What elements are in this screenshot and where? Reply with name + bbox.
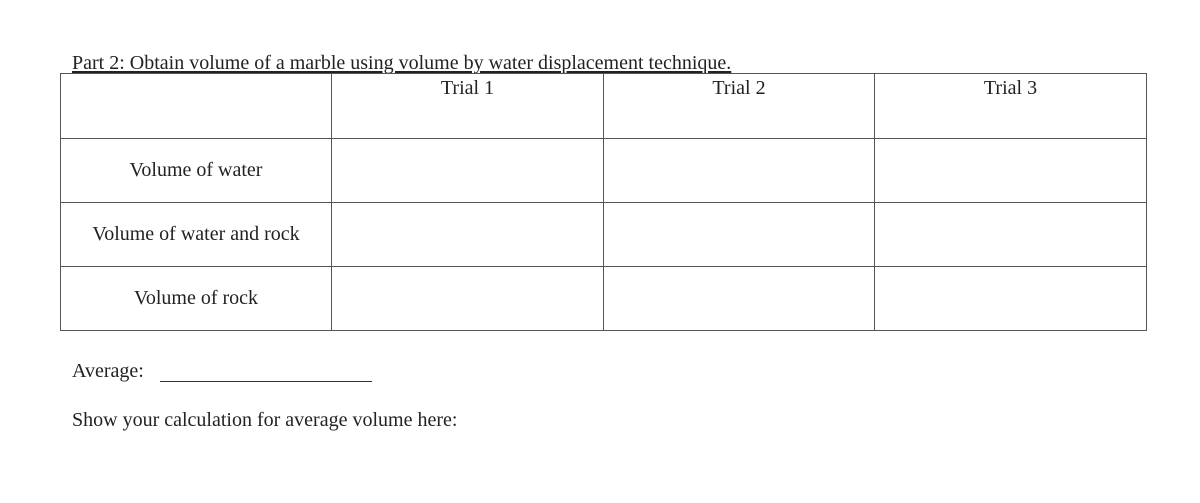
header-cell-trial-1: Trial 1: [332, 74, 604, 139]
table-cell-water-rock-trial-3[interactable]: [875, 203, 1147, 267]
trials-table: [60, 73, 1147, 331]
table-cell-water-trial-3[interactable]: [875, 139, 1147, 203]
header-cell-trial-3: Trial 3: [875, 74, 1147, 139]
table-row-volume-of-rock: [61, 267, 1147, 331]
row-label-volume-of-water-and-rock: Volume of water and rock: [61, 203, 332, 267]
worksheet-title: Part 2: Obtain volume of a marble using volume by water displacement technique.: [72, 52, 732, 74]
table-cell-rock-trial-1[interactable]: [332, 267, 604, 331]
table-cell-rock-trial-3[interactable]: [875, 267, 1147, 331]
table-row-volume-of-water-and-rock: [61, 203, 1147, 267]
calculation-prompt: Show your calculation for average volume here:: [72, 409, 458, 431]
header-cell-blank: [61, 74, 332, 139]
table-cell-water-rock-trial-1[interactable]: [332, 203, 604, 267]
header-cell-trial-2: Trial 2: [604, 74, 875, 139]
row-label-volume-of-rock: Volume of rock: [61, 267, 332, 331]
table-header-row: [61, 74, 1147, 139]
row-label-volume-of-water: Volume of water: [61, 139, 332, 203]
average-label: Average:: [72, 360, 144, 382]
average-blank-line[interactable]: [160, 381, 372, 382]
table-cell-water-rock-trial-2[interactable]: [604, 203, 875, 267]
table-cell-water-trial-2[interactable]: [604, 139, 875, 203]
table-cell-rock-trial-2[interactable]: [604, 267, 875, 331]
table-cell-water-trial-1[interactable]: [332, 139, 604, 203]
table-row-volume-of-water: [61, 139, 1147, 203]
